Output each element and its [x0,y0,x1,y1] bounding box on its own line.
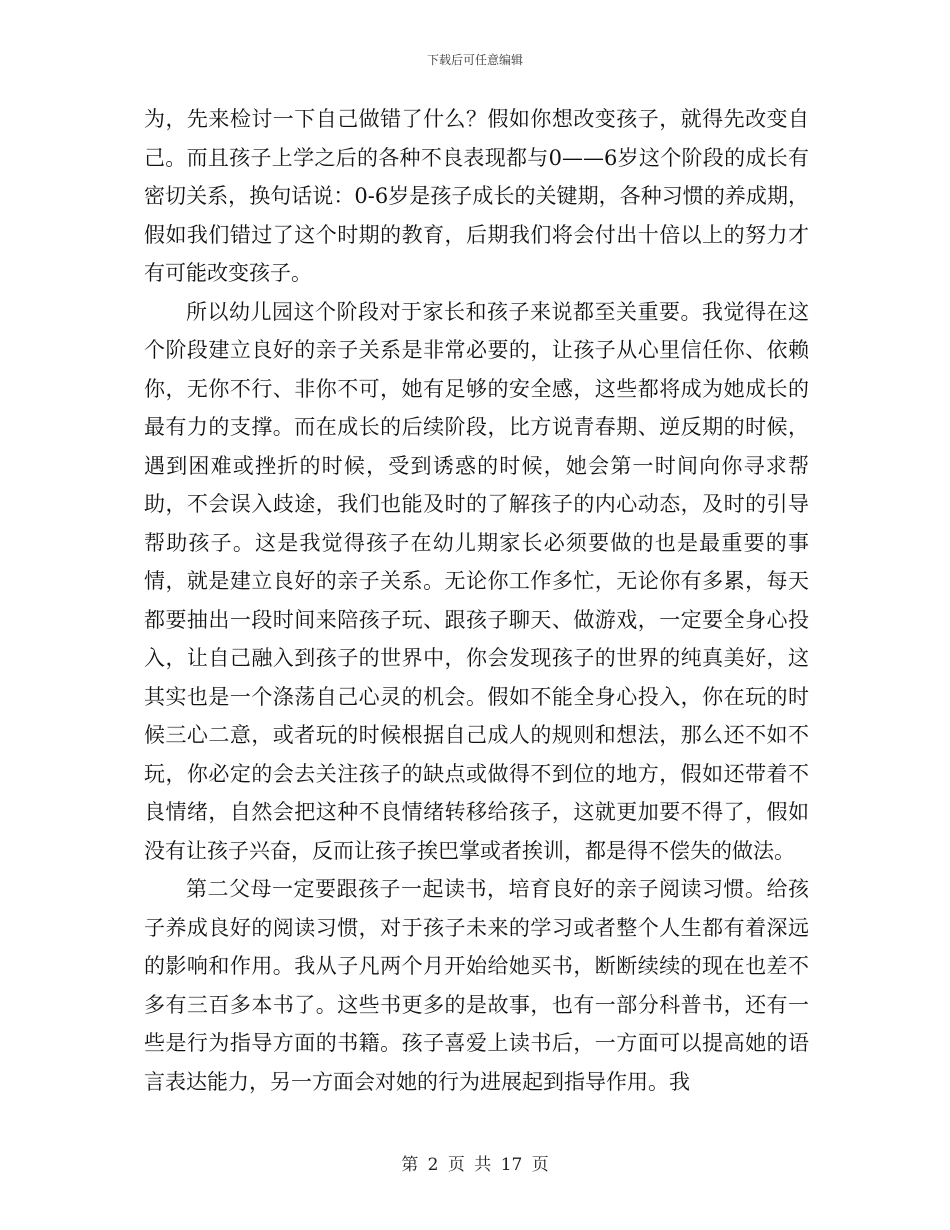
paragraph-2: 所以幼儿园这个阶段对于家长和孩子来说都至关重要。我觉得在这个阶段建立良好的亲子关系是非常必要的，让孩子从心里信任你、依赖你，无你不行、非你不可，她有足够的安全感，这些都将成为她成长的最有力的支撑。而在成长的后续阶段，比方说青春期、逆反期的时候，遇到困难或挫折的时候，受到诱惑的时候，她会第一时间向你寻求帮助，不会误入歧途，我们也能及时的了解孩子的内心动态，及时的引导帮助孩子。这是我觉得孩子在幼儿期家长必须要做的也是最重要的事情，就是建立良好的亲子关系。无论你工作多忙，无论你有多累，每天都要抽出一段时间来陪孩子玩、跟孩子聊天、做游戏，一定要全身心投入，让自己融入到孩子的世界中，你会发现孩子的世界的纯真美好，这其实也是一个涤荡自己心灵的机会。假如不能全身心投入，你在玩的时候三心二意，或者玩的时候根据自己成人的规则和想法，那么还不如不玩，你必定的会去关注孩子的缺点或做得不到位的地方，假如还带着不良情绪，自然会把这种不良情绪转移给孩子，这就更加要不得了，假如没有让孩子兴奋，反而让孩子挨巴掌或者挨训，都是得不偿失的做法。 [144,299,809,863]
document-body [144,100,809,1101]
paragraph-3: 第二父母一定要跟孩子一起读书，培育良好的亲子阅读习惯。给孩子养成良好的阅读习惯，对于孩子未来的学习或者整个人生都有着深远的影响和作用。我从子凡两个月开始给她买书，断断续续的现在也差不多有三百多本书了。这些书更多的是故事，也有一部分科普书，还有一些是行为指导方面的书籍。孩子喜爱上读书后，一方面可以提高她的语言表达能力，另一方面会对她的行为进展起到指导作用。我 [144,877,809,1094]
paragraph-1: 为，先来检讨一下自己做错了什么？假如你想改变孩子，就得先改变自己。而且孩子上学之后的各种不良表现都与0——6岁这个阶段的成长有密切关系，换句话说：0-6岁是孩子成长的关键期，各种习惯的养成期，假如我们错过了这个时期的教育，后期我们将会付出十倍以上的努力才有可能改变孩子。 [144,107,809,285]
page-header: 下载后可任意编辑 [426,53,523,67]
page-footer: 第 2 页 共 17 页 [401,1155,549,1175]
